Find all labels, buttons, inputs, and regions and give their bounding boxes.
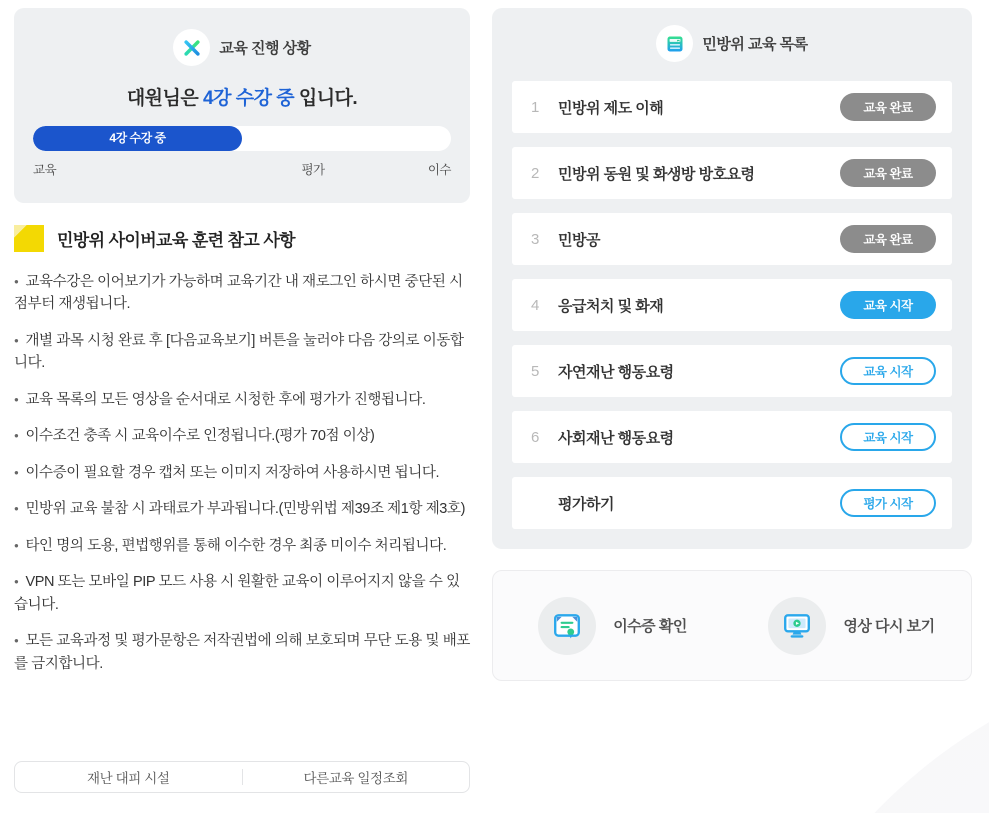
right-column xyxy=(492,8,972,681)
progress-card-title: 교육 진행 상황 xyxy=(219,40,311,57)
progress-card xyxy=(14,8,470,203)
course-number: 2 xyxy=(531,164,540,182)
course-list-panel xyxy=(492,8,972,549)
course-title: 사회재난 행동요령 xyxy=(558,429,674,447)
progress-headline xyxy=(33,83,451,110)
progress-fill: 4강 수강 중 xyxy=(33,126,242,151)
progress-stage-labels xyxy=(33,160,451,176)
course-title: 응급처치 및 화재 xyxy=(558,297,664,315)
course-title: 자연재난 행동요령 xyxy=(558,363,674,381)
course-number: 5 xyxy=(531,362,540,380)
certificate-icon xyxy=(538,597,596,655)
course-start-badge[interactable]: 교육 시작 xyxy=(840,357,936,385)
certificate-link-label: 이수증 확인 xyxy=(613,618,687,635)
note-item: ● 교육수강은 이어보기가 가능하며 교육기간 내 재로그인 하시면 중단된 시점부터 재생됩니다. xyxy=(14,271,470,316)
course-title: 민방위 동원 및 화생방 방호요령 xyxy=(558,165,755,183)
course-title: 민방공 xyxy=(558,231,600,249)
course-row-4 xyxy=(512,279,952,331)
course-number: 6 xyxy=(531,428,540,446)
note-item: ● 민방위 교육 불참 시 과태료가 부과됩니다.(민방위법 제39조 제1항 제3호) xyxy=(14,498,470,520)
headline-highlight: 4강 수강 중 xyxy=(203,88,295,109)
shelter-button[interactable]: 재난 대피 시설 xyxy=(15,762,242,792)
footer-link-box xyxy=(14,761,470,793)
left-column xyxy=(14,8,470,689)
monitor-play-icon xyxy=(768,597,826,655)
course-number: 3 xyxy=(531,230,540,248)
course-start-badge[interactable]: 교육 시작 xyxy=(840,291,936,319)
pencils-icon xyxy=(173,29,210,66)
course-status-badge[interactable]: 교육 완료 xyxy=(840,93,936,121)
progress-bar xyxy=(33,126,451,151)
note-item: ● 개별 과목 시청 완료 후 [다음교육보기] 버튼을 눌러야 다음 강의로 이동합니다. xyxy=(14,330,470,375)
course-number: 1 xyxy=(531,98,540,116)
course-title: 민방위 제도 이해 xyxy=(558,99,664,117)
notes-header xyxy=(14,225,470,252)
course-row-2 xyxy=(512,147,952,199)
note-item: ● 이수조건 충족 시 교육이수로 인정됩니다.(평가 70점 이상) xyxy=(14,425,470,447)
notes-title: 민방위 사이버교육 훈련 참고 사항 xyxy=(57,231,296,250)
course-title: 평가하기 xyxy=(558,495,614,513)
course-row-1 xyxy=(512,81,952,133)
evaluation-row xyxy=(512,477,952,529)
course-row-3 xyxy=(512,213,952,265)
headline-prefix: 대원님은 xyxy=(126,88,204,109)
progress-card-header xyxy=(33,29,451,66)
quick-links-card xyxy=(492,570,972,681)
notes-section xyxy=(14,225,470,675)
note-item: ● 이수증이 필요할 경우 캡처 또는 이미지 저장하여 사용하시면 됩니다. xyxy=(14,462,470,484)
note-item: ● 타인 명의 도용, 편법행위를 통해 이수한 경우 최종 미이수 처리됩니다. xyxy=(14,535,470,557)
course-row-5 xyxy=(512,345,952,397)
stage-evaluation-label: 평가 xyxy=(301,163,325,177)
stage-education-label: 교육 xyxy=(33,163,57,177)
certificate-link[interactable] xyxy=(493,597,732,655)
course-list-header xyxy=(512,25,952,62)
replay-link-label: 영상 다시 보기 xyxy=(843,618,935,635)
course-status-badge[interactable]: 교육 완료 xyxy=(840,225,936,253)
course-start-badge[interactable]: 교육 시작 xyxy=(840,423,936,451)
evaluation-start-badge[interactable]: 평가 시작 xyxy=(840,489,936,517)
course-list-title: 민방위 교육 목록 xyxy=(702,36,808,53)
other-schedule-button[interactable]: 다른교육 일정조회 xyxy=(243,762,470,792)
notes-list xyxy=(14,271,470,675)
replay-link[interactable] xyxy=(732,597,971,655)
headline-suffix: 입니다. xyxy=(294,88,358,109)
stage-completion-label: 이수 xyxy=(427,163,451,177)
list-icon xyxy=(656,25,693,62)
note-item: ● 모든 교육과정 및 평가문항은 저작권법에 의해 보호되며 무단 도용 및 배포를 금지합니다. xyxy=(14,630,470,675)
course-status-badge[interactable]: 교육 완료 xyxy=(840,159,936,187)
course-row-6 xyxy=(512,411,952,463)
course-number: 4 xyxy=(531,296,540,314)
note-item: ● VPN 또는 모바일 PIP 모드 사용 시 원활한 교육이 이루어지지 않을 수 있습니다. xyxy=(14,571,470,616)
note-item: ● 교육 목록의 모든 영상을 순서대로 시청한 후에 평가가 진행됩니다. xyxy=(14,389,470,411)
sticky-note-icon xyxy=(14,225,44,252)
